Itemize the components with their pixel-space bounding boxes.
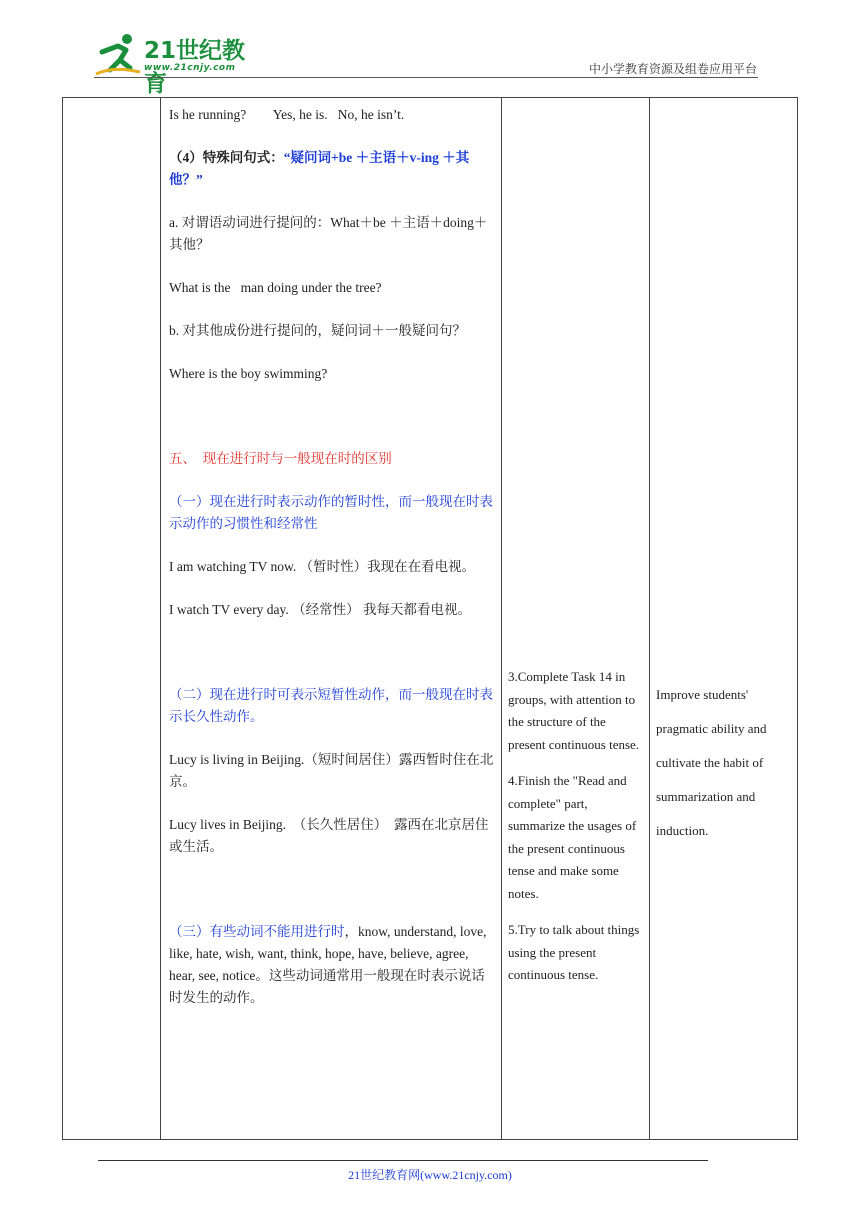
activity-item: 3.Complete Task 14 in groups, with attention to the structure of the present continuous tense.: [508, 669, 640, 752]
column-divider: [501, 98, 502, 1139]
header-divider: [94, 77, 758, 78]
rule-a-example: What is the man doing under the tree?: [169, 280, 382, 295]
subsection-two-title: （二）现在进行时可表示短暂性动作，而一般现在时表示长久性动作。: [169, 687, 493, 724]
yes-no-question-example: Is he running? Yes, he is. No, he isn’t.: [169, 107, 405, 122]
logo: [94, 30, 264, 97]
subsection-one-example-2: I watch TV every day. （经常性） 我每天都看电视。: [169, 602, 471, 617]
platform-name: 中小学教育资源及组卷应用平台: [588, 62, 757, 76]
special-question-heading: [169, 147, 494, 191]
logo-url-text: www.21cnjy.com: [144, 63, 236, 73]
special-question-formula: “疑问词+be ＋主语＋v-ing ＋其他？”: [169, 150, 470, 187]
page-header: [0, 0, 860, 97]
rule-b: b. 对其他成份进行提问的，疑问词＋一般疑问句？: [169, 323, 466, 338]
subsection-one-title: （一）现在进行时表示动作的暂时性，而一般现在时表示动作的习惯性和经常性: [169, 494, 493, 531]
teaching-content-cell: [169, 104, 494, 1030]
subsection-three-body: ，know, understand, love, like, hate, wish, want, think, hope, have, believe, agree, hear, see, notice。这些动词通常用一般现在时表示说话时发生的动作。: [169, 924, 487, 1005]
lesson-table: [62, 97, 798, 1140]
footer-divider: [98, 1160, 708, 1161]
student-activities-cell: [508, 666, 643, 1001]
footer-text: 21世纪教育网(www.21cnjy.com): [348, 1168, 512, 1182]
subsection-one-example-1: I am watching TV now. （暂时性）我现在在看电视。: [169, 559, 476, 574]
design-purpose-cell: [656, 678, 796, 848]
runner-logo-icon: [94, 30, 144, 80]
activity-item: 4.Finish the "Read and complete" part, summarize the usages of the present continuous tense and make some notes.: [508, 773, 637, 901]
special-question-label: （4）特殊问句式：: [169, 150, 284, 165]
column-divider: [649, 98, 650, 1139]
subsection-three-title: （三）有些动词不能用进行时: [169, 924, 345, 939]
subsection-two-example-1: Lucy is living in Beijing.（短时间居住）露西暂时住在北京。: [169, 752, 494, 789]
logo-main-text: 21世纪教育: [144, 38, 246, 97]
section-five-title: 五、 现在进行时与一般现在时的区别: [169, 451, 392, 466]
subsection-three: [169, 921, 494, 1009]
column-divider: [160, 98, 161, 1139]
rule-a: a. 对谓语动词进行提问的：What＋be ＋主语＋doing＋其他？: [169, 215, 488, 252]
activity-item: 5.Try to talk about things using the present continuous tense.: [508, 922, 640, 982]
subsection-two-example-2: Lucy lives in Beijing. （长久性居住） 露西在北京居住或生活。: [169, 817, 489, 854]
rule-b-example: Where is the boy swimming?: [169, 366, 328, 381]
purpose-text: Improve students' pragmatic ability and cultivate the habit of summarization and induction.: [656, 687, 767, 838]
